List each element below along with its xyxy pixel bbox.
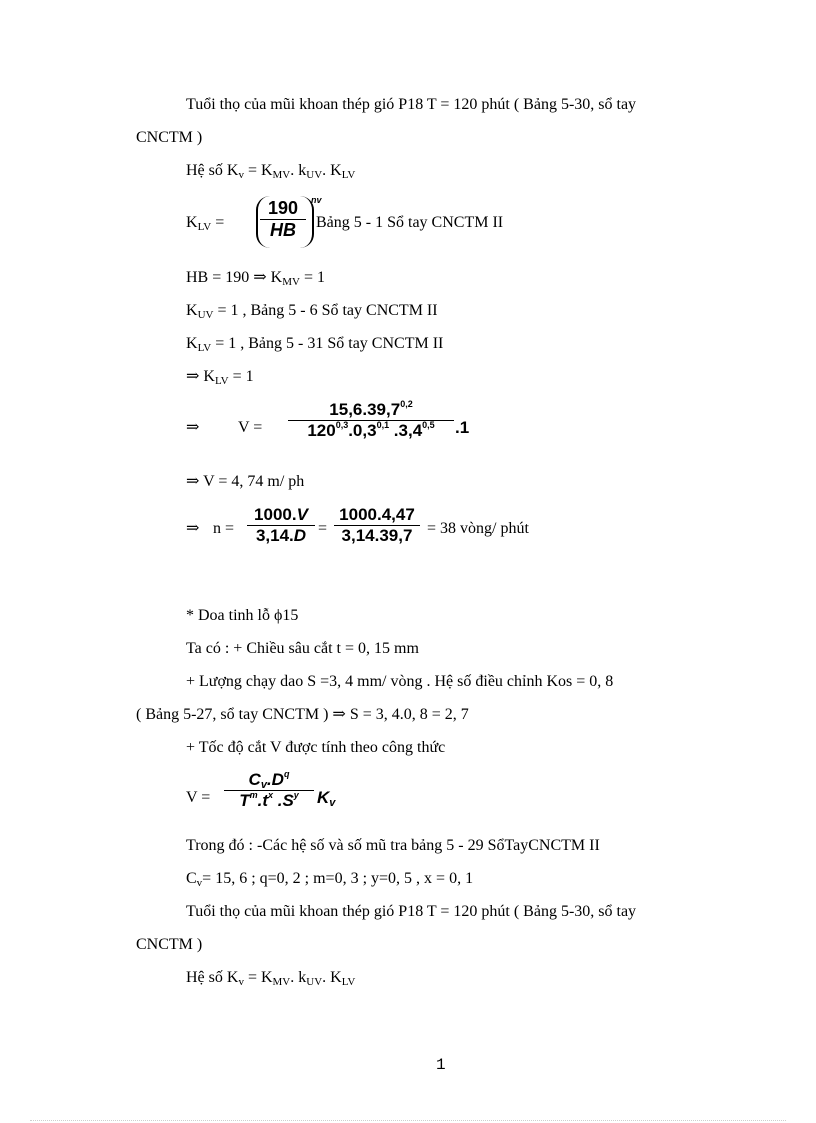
kv-coefficient-line-2: Hệ số Kv = KMV. kUV. KLV [186, 969, 356, 988]
tool-life-line-cont: CNCTM ) [136, 129, 203, 146]
page-bottom-rule [30, 1120, 786, 1121]
page-number: 1 [436, 1056, 446, 1074]
tool-life-line-2: Tuổi thọ của mũi khoan thép gió P18 T = 120 phút ( Bảng 5-30, sổ tay [186, 903, 637, 920]
klv-result-line: ⇒ KLV = 1 [186, 368, 254, 387]
tool-life-line-2-cont: CNCTM ) [136, 936, 203, 953]
coefficients-note: Trong đó : -Các hệ số và số mũ tra bảng 5 - 29 SổTayCNCTM II [186, 837, 600, 854]
coefficients-values: Cv= 15, 6 ; q=0, 2 ; m=0, 3 ; y=0, 5 , x = 0, 1 [186, 870, 474, 889]
kuv-line: KUV = 1 , Bảng 5 - 6 Sổ tay CNCTM II [186, 302, 438, 321]
doa-heading: * Doa tinh lỗ ϕ15 [186, 607, 299, 624]
tool-life-line: Tuổi thọ của mũi khoan thép gió P18 T = 120 phút ( Bảng 5-30, sổ tay [186, 96, 637, 113]
kv-coefficient-line: Hệ số Kv = KMV. kUV. KLV [186, 162, 356, 181]
hb-line: HB = 190 ⇒ KMV = 1 [186, 269, 325, 288]
cut-depth-line: Ta có : + Chiều sâu cắt t = 0, 15 mm [186, 640, 419, 657]
feed-line: + Lượng chạy dao S =3, 4 mm/ vòng . Hệ số điều chỉnh Kos = 0, 8 [186, 673, 614, 690]
klv-line: KLV = 1 , Bảng 5 - 31 Sổ tay CNCTM II [186, 335, 444, 354]
feed-line-cont: ( Bảng 5-27, sổ tay CNCTM ) ⇒ S = 3, 4.0, 8 = 2, 7 [136, 706, 469, 723]
velocity-result-line: ⇒ V = 4, 74 m/ ph [186, 473, 305, 490]
speed-line: + Tốc độ cắt V được tính theo công thức [186, 739, 446, 756]
